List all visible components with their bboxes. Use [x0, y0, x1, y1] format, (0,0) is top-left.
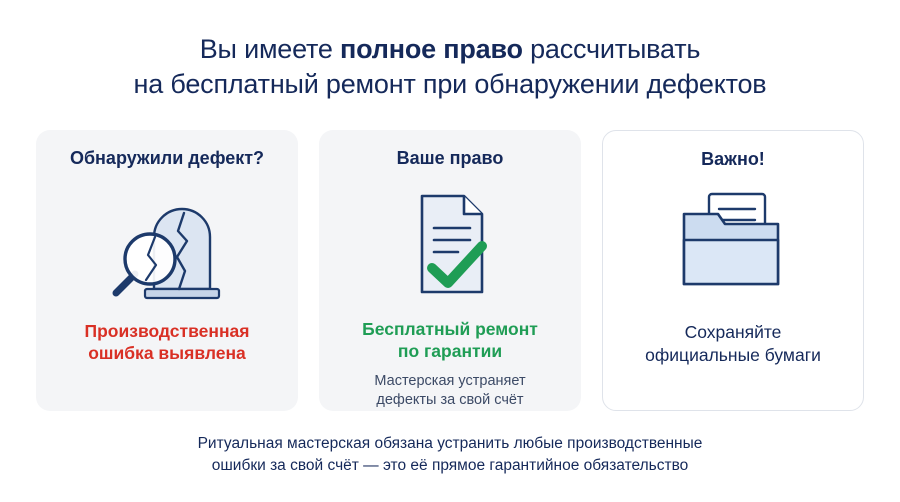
footer-line-1: Ритуальная мастерская обязана устранить любые производственные — [197, 435, 703, 453]
card-your-right — [319, 130, 581, 411]
card-sub-text — [335, 372, 565, 411]
card-sub-line-1: Мастерская устраняет — [374, 372, 526, 389]
page-title — [36, 32, 864, 102]
folder-documents-icon — [668, 185, 798, 307]
card-main-line-2: ошибка выявлена — [88, 343, 246, 364]
card-title: Обнаружили дефект? — [69, 148, 265, 169]
card-important — [602, 130, 864, 411]
magnifier-cracked-headstone-icon — [92, 184, 242, 306]
card-defect-found — [36, 130, 298, 411]
footer-note — [36, 433, 864, 477]
card-main-line-1: Сохраняйте — [684, 321, 782, 342]
card-main-text — [335, 318, 565, 363]
page-title-prefix: Вы имеете — [199, 34, 341, 64]
card-main-line-1: Бесплатный ремонт — [362, 318, 538, 339]
footer-line-2: ошибки за свой счёт — это её прямое гарантийное обязательство — [211, 457, 689, 475]
page-title-line-1 — [36, 32, 864, 67]
card-body — [335, 318, 565, 410]
card-main-line-2: по гарантии — [397, 341, 503, 362]
card-sub-line-2: дефекты за свой счёт — [376, 391, 524, 408]
card-body — [52, 320, 282, 365]
page-title-suffix: рассчитывать — [522, 34, 701, 64]
page-title-emphasis: полное право — [340, 34, 523, 64]
card-main-text — [619, 321, 847, 368]
card-main-line-1: Производственная — [84, 320, 250, 341]
card-main-text — [52, 320, 282, 365]
card-row — [36, 130, 864, 411]
card-main-line-2: официальные бумаги — [645, 345, 821, 366]
card-title: Важно! — [701, 149, 765, 170]
page-title-line-2: на бесплатный ремонт при обнаружении дефектов — [133, 69, 767, 100]
card-title: Ваше право — [396, 148, 504, 169]
document-check-icon — [390, 184, 510, 304]
card-body — [619, 321, 847, 368]
